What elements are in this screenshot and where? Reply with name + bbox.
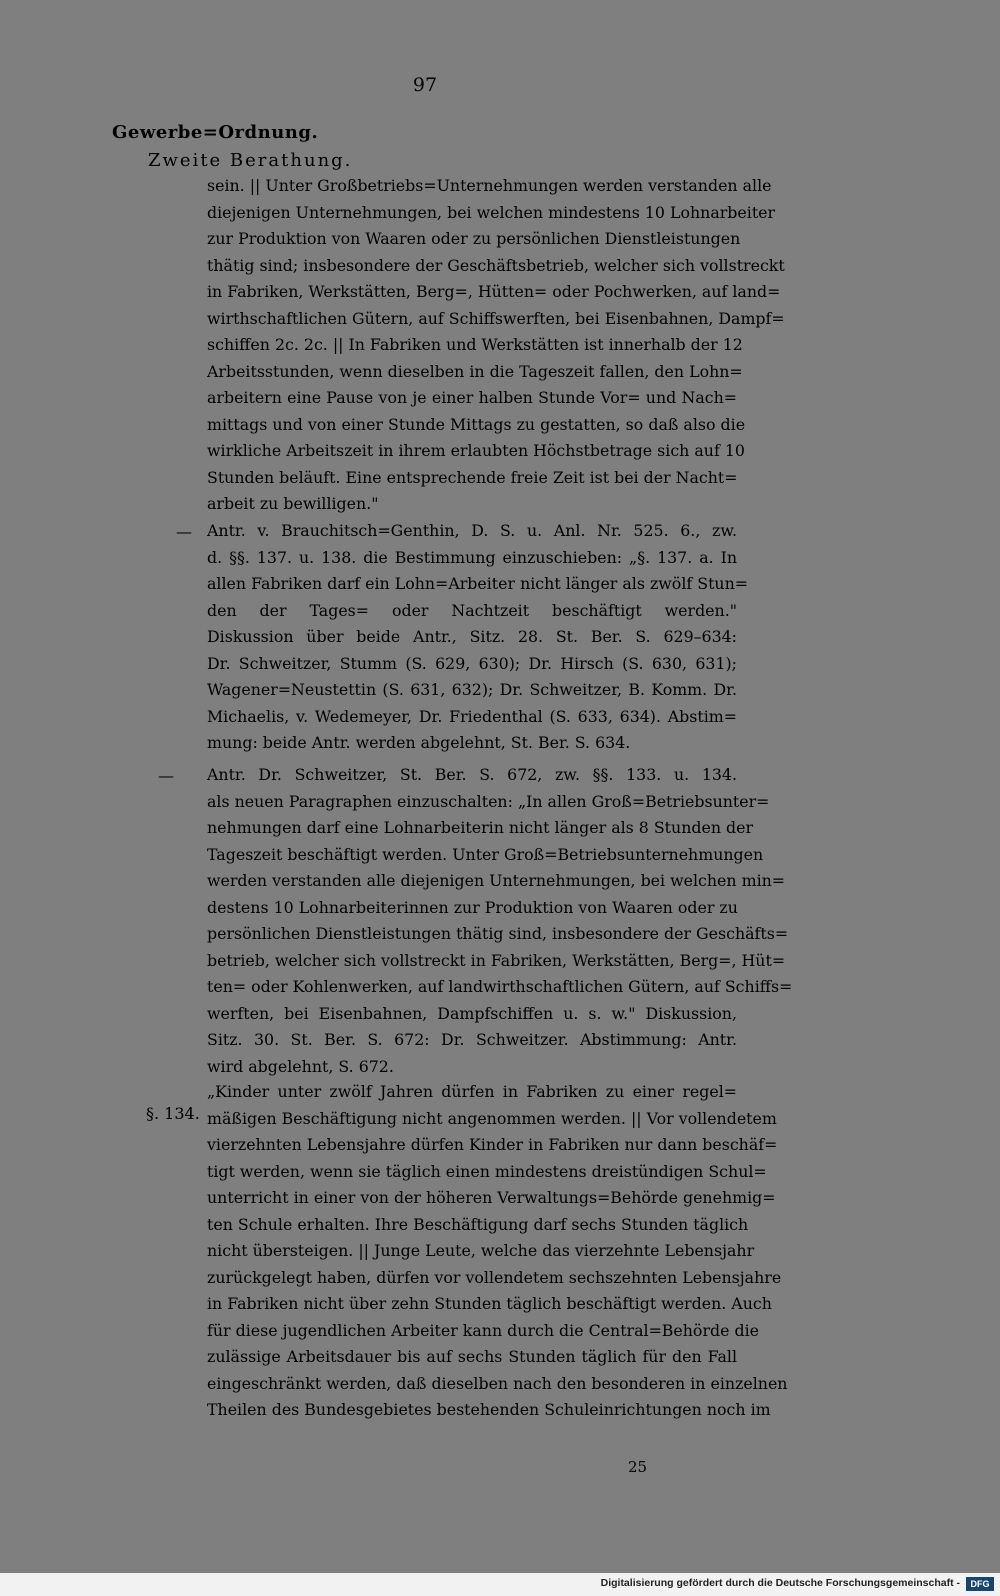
text-line: wirkliche Arbeitszeit in ihrem erlaubten Höchstbetrage sich auf 10: [207, 441, 745, 460]
page-number: 97: [412, 74, 438, 96]
text-line: in Fabriken nicht über zehn Stunden täglich beschäftigt werden. Auch: [207, 1294, 772, 1313]
text-line: zurückgelegt haben, dürfen vor vollendetem sechszehnten Lebensjahre: [207, 1267, 782, 1287]
text-line: werden verstanden alle diejenigen Unternehmungen, bei welchen min=: [207, 871, 786, 890]
text-line: Tageszeit beschäftigt werden. Unter Groß=Betriebsunternehmungen: [207, 844, 764, 864]
text-line: wirthschaftlichen Gütern, auf Schiffswerften, bei Eisenbahnen, Dampf=: [207, 308, 785, 328]
text-line: diejenigen Unternehmungen, bei welchen mindestens 10 Lohnarbeiter: [207, 202, 776, 222]
text-line: Dr. Schweitzer, Stumm (S. 629, 630); Dr. Hirsch (S. 630, 631);: [207, 653, 737, 673]
text-line: Wagener=Neustettin (S. 631, 632); Dr. Schweitzer, B. Komm. Dr.: [207, 680, 737, 699]
text-line: schiffen 2c. 2c. || In Fabriken und Werkstätten ist innerhalb der 12: [207, 335, 743, 354]
text-line: arbeit zu bewilligen.": [207, 494, 379, 513]
text-line: ten= oder Kohlenwerken, auf landwirthschaftlichen Gütern, auf Schiffs=: [207, 977, 793, 996]
section-number: §. 134.: [146, 1104, 200, 1123]
text-line: sein. || Unter Großbetriebs=Unternehmungen werden verstanden alle: [207, 176, 772, 195]
dash-marker: —: [176, 522, 192, 541]
text-line: Antr. v. Brauchitsch=Genthin, D. S. u. Anl. Nr. 525. 6., zw.: [207, 521, 737, 540]
text-line: nehmungen darf eine Lohnarbeiterin nicht länger als 8 Stunden der: [207, 818, 754, 837]
section-subheading: Zweite Berathung.: [148, 150, 353, 171]
text-line: ten Schule erhalten. Ihre Beschäftigung darf sechs Stunden täglich: [207, 1214, 749, 1234]
text-line: unterricht in einer von der höheren Verwaltungs=Behörde genehmig=: [207, 1188, 776, 1207]
text-line: thätig sind; insbesondere der Geschäftsbetrieb, welcher sich vollstreckt: [207, 255, 785, 275]
text-line: nicht übersteigen. || Junge Leute, welche das vierzehnte Lebensjahr: [207, 1241, 755, 1260]
text-line: mung: beide Antr. werden abgelehnt, St. Ber. S. 634.: [207, 733, 631, 752]
dash-marker: —: [158, 766, 174, 785]
text-line: Michaelis, v. Wedemeyer, Dr. Friedenthal (S. 633, 634). Abstim=: [207, 706, 737, 726]
text-line: tigt werden, wenn sie täglich einen mindestens dreistündigen Schul=: [207, 1161, 767, 1181]
signature-mark: 25: [628, 1458, 648, 1476]
text-line: zur Produktion von Waaren oder zu persönlichen Dienstleistungen: [207, 229, 741, 248]
text-line: Sitz. 30. St. Ber. S. 672: Dr. Schweitzer. Abstimmung: Antr.: [207, 1030, 737, 1049]
text-line: in Fabriken, Werkstätten, Berg=, Hütten= oder Pochwerken, auf land=: [207, 282, 781, 301]
text-line: betrieb, welcher sich vollstreckt in Fabriken, Werkstätten, Berg=, Hüt=: [207, 950, 786, 970]
text-line: allen Fabriken darf ein Lohn=Arbeiter nicht länger als zwölf Stun=: [207, 574, 748, 593]
text-line: wird abgelehnt, S. 672.: [207, 1056, 394, 1076]
text-line: eingeschränkt werden, daß dieselben nach den besonderen in einzelnen: [207, 1373, 788, 1393]
text-line: für diese jugendlichen Arbeiter kann durch die Central=Behörde die: [207, 1320, 759, 1340]
paragraph-continuation: [207, 173, 785, 518]
text-line: als neuen Paragraphen einzuschalten: „In allen Groß=Betriebsunter=: [207, 791, 770, 811]
text-line: Theilen des Bundesgebietes bestehenden Schuleinrichtungen noch im: [207, 1400, 771, 1419]
text-line: d. §§. 137. u. 138. die Bestimmung einzuschieben: „§. 137. a. In: [207, 547, 737, 567]
text-line: den der Tages= oder Nachtzeit beschäftigt werden.": [207, 600, 737, 620]
paragraph-section-134: [207, 1079, 788, 1424]
text-line: Stunden beläuft. Eine entsprechende freie Zeit ist bei der Nacht=: [207, 467, 738, 487]
paragraph-schweitzer-motion: [207, 762, 793, 1080]
text-line: zulässige Arbeitsdauer bis auf sechs Stunden täglich für den Fall: [207, 1347, 737, 1366]
text-line: mäßigen Beschäftigung nicht angenommen werden. || Vor vollendetem: [207, 1108, 777, 1128]
text-line: Antr. Dr. Schweitzer, St. Ber. S. 672, zw. §§. 133. u. 134.: [207, 765, 737, 784]
text-line: mittags und von einer Stunde Mittags zu gestatten, so daß also die: [207, 414, 746, 434]
text-line: werften, bei Eisenbahnen, Dampfschiffen u. s. w." Diskussion,: [207, 1003, 737, 1023]
text-line: arbeitern eine Pause von je einer halben Stunde Vor= und Nach=: [207, 388, 737, 407]
footer-credit: Digitalisierung gefördert durch die Deutsche Forschungsgemeinschaft -: [600, 1577, 960, 1589]
footer-bar: [0, 1573, 1000, 1596]
text-line: vierzehnten Lebensjahre dürfen Kinder in Fabriken nur dann beschäf=: [207, 1135, 778, 1154]
text-line: Diskussion über beide Antr., Sitz. 28. St. Ber. S. 629–634:: [207, 627, 737, 646]
paragraph-brauchitsch-motion: [207, 518, 748, 757]
section-heading: Gewerbe=Ordnung.: [112, 122, 319, 143]
text-line: „Kinder unter zwölf Jahren dürfen in Fabriken zu einer regel=: [207, 1082, 737, 1101]
text-line: Arbeitsstunden, wenn dieselben in die Tageszeit fallen, den Lohn=: [207, 361, 743, 381]
text-line: destens 10 Lohnarbeiterinnen zur Produktion von Waaren oder zu: [207, 897, 738, 917]
dfg-logo: DFG: [966, 1577, 994, 1591]
text-line: persönlichen Dienstleistungen thätig sind, insbesondere der Geschäfts=: [207, 924, 789, 943]
